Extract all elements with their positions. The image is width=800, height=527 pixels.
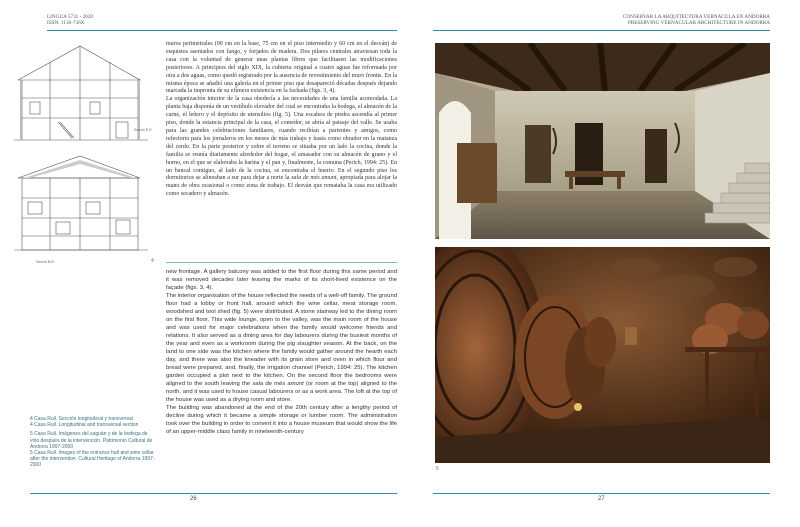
architectural-drawings bbox=[10, 40, 155, 260]
english-p2-start: The interior organisation of the house reflected the needs of a well-off family. The ground floor had a lobby or front hall, around which the wine cellar, meat storage room, woodshed and tool shed (fig. 5) were distributed. A stone stairway led to the dining room on the first floor. This wide lounge, open to the valley, was the main room of the house and was used for major celebrations when the family would welcome friends and relations. It also served as a dining area for day labourers during the busiest months of the year and even as a workroom during the pig slaughter season. At the back, on the land to one side was the kitchen where the family would gather around the hearth each day, and there was also the kneader with its grain store and oven in which flour and bread were prepared, and, finally, the irrigation channel (Perich, 1994: 25). The kitchen garden occupied a plot next to the kitchen. On the second floor the bedrooms were aligned to the south leaving the bbox=[166, 293, 397, 387]
roof-hatching bbox=[24, 160, 136, 178]
photo-marker: 5 bbox=[436, 466, 439, 472]
spanish-paragraph-2 bbox=[166, 96, 397, 199]
page-number-right: 27 bbox=[598, 496, 605, 502]
section-label-lower: Secció B-B bbox=[36, 260, 54, 264]
footer-rule-left bbox=[30, 493, 397, 494]
header-rule-left bbox=[47, 30, 397, 31]
spanish-paragraph-1: muros perimetrales (90 cm en la base, 75 cm en el piso intermedio y 60 cm en el desván) de esquistos asentados con fango, y forjados de madera. Dos pilares centrales atraviesan toda la casa con la voluntad de generar unas plantas libres que facilitasen las modificaciones posteriores. A principios del siglo XIX, la cubierta original a cuatro aguas fue reformada por otra a dos aguas, como quedó registrado por la ausencia de revestimiento del muro frontis. En la misma época se añadió una galería en el primer piso que desapareció décadas después dejando marcada la impronta de su efímera existencia en la fachada (figs. 3, 4). bbox=[166, 41, 397, 95]
page-number-left: 26 bbox=[190, 496, 197, 502]
wine-cellar-photo bbox=[435, 247, 770, 463]
spanish-p2-start: La organización interior de la casa obedecía a las necesidades de una familia acomodada. La planta baja disponía de un vestíbulo elevador del cual se encontraba la bodega, el almacén de la carne, el leñero y el depósito de utensilios (fig. 5). Una escalera de piedra ascendía al primer piso, donde la estancia principal de la casa, el comedor, se abría al paisaje del valle. Se usaba para las grandes celebraciones familiares, cuando recibían a parientes y amigos, como refectorio para los jornaleros en los meses de más trabajo y hasta como obrador en la matanza del cerdo. En la parte posterior y sobre el terreno se situaba por un lado la cocina, donde la familia se reunía diariamente alrededor del hogar, el amasador con su almacén de grano y el horno, en el que se elaboraba la harina y el pan y, finalmente, la comuna (Perich, 1994: 25). En un bancal contiguo, al lado de la cocina, se encontraba el huerto. En el segundo piso los dormitorios se alineaban a sur para dejar a norte la bbox=[166, 96, 397, 182]
caption-4-en: 4 Casa Rull. Longitudinal and transversal section bbox=[30, 422, 139, 429]
english-paragraph-2 bbox=[166, 292, 397, 404]
journal-title: LINGUA 5731 - 2020 bbox=[47, 14, 93, 20]
figure-4-number: 4 bbox=[151, 258, 154, 264]
caption-4-es: 4 Casa Rull. Sección longitudinal y transversal bbox=[30, 416, 133, 422]
longitudinal-section-drawing bbox=[14, 46, 148, 140]
transversal-section-drawing bbox=[14, 156, 148, 250]
english-text-column bbox=[166, 268, 397, 436]
english-p2-end: (or room at the top) aligned to the north, and it was used to house casual labourers or as a work area. The loft at the top of the house was used as a drying room and store. bbox=[166, 381, 397, 403]
article-title-en: PRESERVING VERNACULAR ARCHITECTURE IN ANDORRA bbox=[627, 20, 770, 26]
spanish-p2-end: , apropiada para alojar la mano de obra ocasional o como zona de trabajo. El desván que remataba la casa era utilizado como secadero y almacén. bbox=[166, 175, 398, 198]
caption-5-en: 5 Casa Rull. Images of the entrance hall and wine cellar after the intervention. Cultural Heritage of Andorra 1997-2000 bbox=[30, 450, 155, 469]
english-paragraph-3: The building was abandoned at the end of the 20th century after a lengthy period of decline during which it became a simple storage or lumber room. The administration took over the building in order to convert it into a house museum that would show the life of an upper-middle class family in nineteenth-century bbox=[166, 405, 397, 435]
article-title-es: CONSERVAR LA ARQUITECTURA VERNACULA EN ANDORRA bbox=[622, 14, 770, 20]
issn: ISSN: 1136-736X bbox=[47, 20, 85, 26]
header-rule-right bbox=[433, 30, 770, 31]
english-paragraph-1: new frontage. A gallery balcony was added to the first floor during this same period and it was removed decades later leaving the marks of its short-lived existence on the façade (figs. 3, 4). bbox=[166, 269, 397, 291]
section-label-upper: Secció E-E bbox=[134, 128, 152, 132]
english-p2-italic: sala de més amunt bbox=[252, 381, 304, 387]
footer-rule-right bbox=[433, 493, 770, 494]
caption-5-es: 5 Casa Rull. Imágenes del zaguán y de la bodega de vino después de la intervención. Patrimonio Cultural de Andorra 1997-2000 bbox=[30, 431, 153, 450]
spanish-text-column bbox=[166, 41, 397, 199]
figure-captions bbox=[30, 416, 158, 469]
language-divider bbox=[166, 262, 397, 263]
entrance-hall-photo bbox=[435, 43, 770, 239]
spanish-p2-italic: sala de més amunt bbox=[291, 175, 337, 182]
